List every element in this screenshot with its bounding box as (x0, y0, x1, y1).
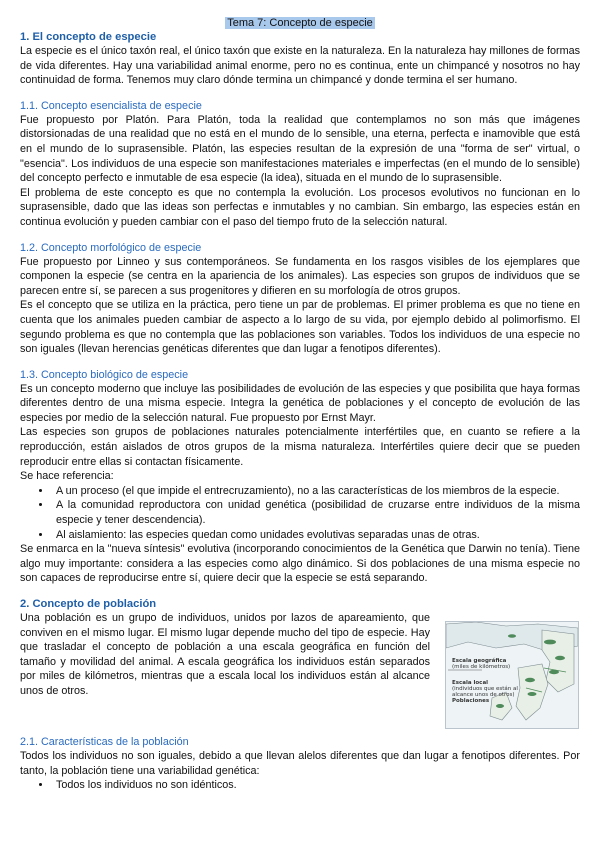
figure-label-geographic (452, 658, 510, 670)
population-scale-figure (445, 621, 579, 729)
figure-label-local-note-2: alcance unos de otros) (452, 692, 515, 698)
list-item: • Todos los individuos no son idénticos. (52, 778, 580, 793)
document-title: Tema 7: Concepto de especie (227, 17, 373, 29)
section-1-3-paragraph-1: Es un concepto moderno que incluye las posibilidades de evolución de las especies y que posibilita que haya formas diferentes dentro de una misma especie. Integra la genética de poblaciones y el concepto de evolución de las especies por medio de la selección natural. Fue propuesto por Ernst Mayr. (20, 382, 580, 424)
figure-label-geographic-note: (miles de kilómetros) (452, 664, 511, 670)
section-1-3-paragraph-4: Se enmarca en la "nueva síntesis" evolutiva (incorporando conocimientos de la Genética que Darwin no tenía). Tiene algo muy importante: considera a las especies como algo dinámico. Si dos poblaciones de una misma especie no son capaces de reproducirse entre sí, quiere decir que la especie se está separando. (20, 543, 580, 585)
list-item: • A la comunidad reproductora con unidad genética (posibilidad de cruzarse entre individuos de la misma especie y tener descendencia). (52, 498, 580, 527)
section-1-3-heading: 1.3. Concepto biológico de especie (20, 368, 189, 381)
document-title-line (20, 16, 580, 30)
section-2-1-heading: 2.1. Características de la población (20, 736, 189, 748)
section-1-3-paragraph-2: Las especies son grupos de poblaciones naturales potencialmente interfértiles que, en cuanto se refiere a la reproducción, están aislados de otros grupos de la misma naturaleza. Interfértiles quiere decir que se pueden reproducir entre ellas si contactan físicamente. (20, 426, 580, 468)
section-2-body (20, 611, 580, 729)
figure-label-local (452, 680, 518, 704)
section-2-paragraph: Una población es un grupo de individuos, unidos por lazos de apareamiento, que conviven en el mismo lugar. El mismo lugar depende mucho del tipo de especie. Hay que trasladar el concepto de población a una escala geográfica en función del tamaño y movilidad del animal. A escala geográfica los individuos están separados por miles de kilómetros, mientras que a escala local los individuos están al alcance unos de otros. (20, 612, 430, 697)
figure-label-local-note-1: (individuos que están al (452, 686, 518, 692)
list-item: • Al aislamiento: las especies quedan como unidades evolutivas separadas unas de otras. (52, 528, 580, 543)
section-2-1-bullet-list (20, 778, 580, 793)
section-1-1-heading: 1.1. Concepto esencialista de especie (20, 99, 202, 112)
list-item: • A un proceso (el que impide el entrecruzamiento), no a las características de los miembros de la especie. (52, 484, 580, 499)
section-2-heading: 2. Concepto de población (20, 598, 157, 610)
section-1-1-paragraph-1: Fue propuesto por Platón. Para Platón, toda la realidad que contemplamos no son más que imágenes distorsionadas de una realidad que no está en el mundo de lo sensible, una eterna, perfecta e inamovible que está en el mundo de lo suprasensible. Platón, las especies resultan de la expresión de una "forma de ser" virtual, o "esencia". Los individuos de una especie son manifestaciones materiales e imperfectas (en el mundo de lo sensible) del concepto perfecto e inmutable de esa especie (la idea), situada en el mundo de lo suprasensible. (20, 113, 580, 185)
section-1-2-paragraph-1: Fue propuesto por Linneo y sus contemporáneos. Se fundamenta en los rasgos visibles de los ejemplares que componen la especie (se centra en la apariencia de los animales). Las especies son grupos de individuos que se parecen entre sí, se parecen a sus progenitores y difieren en su morfología de otros grupos. (20, 255, 580, 297)
section-1-2-heading: 1.2. Concepto morfológico de especie (20, 241, 202, 254)
figure-label-populations: Poblaciones (452, 698, 490, 704)
section-1-2-paragraph-2: Es el concepto que se utiliza en la práctica, pero tiene un par de problemas. El primer problema es que no tiene en cuenta que los animales pueden cambiar de aspecto a lo largo de su vida, por ejemplo debido al polimorfismo. El segundo problema es que no contempla que las poblaciones son variables. Todos los individuos de una especie no son iguales (llevan herencias genéticas diferentes que dan lugar a fenotipos diferentes). (20, 299, 580, 356)
section-1-heading: 1. El concepto de especie (20, 31, 157, 43)
document-page (20, 16, 580, 793)
section-2-1-paragraph: Todos los individuos no son iguales, debido a que llevan alelos diferentes que dan lugar a fenotipos diferentes. Por tanto, la población tiene una variabilidad genética: (20, 750, 580, 777)
section-1-3-paragraph-3: Se hace referencia: (20, 470, 114, 483)
figure-label-geographic-title: Escala geográfica (452, 658, 507, 664)
section-1-1-paragraph-2: El problema de este concepto es que no contempla la evolución. Los procesos evolutivos no funcionan en lo suprasensible, dado que las ideas son perfectas e inmutables y no cambian. Sin embargo, las especies están en continua evolución y pueden cambiar con el paso del tiempo fruto de la selección natural. (20, 186, 580, 228)
section-1-3-bullet-list (20, 484, 580, 542)
figure-label-local-title: Escala local (452, 680, 489, 686)
section-1-paragraph: La especie es el único taxón real, el único taxón que existe en la naturaleza. En la naturaleza hay millones de formas de vida diferentes. Hay una variabilidad animal enorme, pero no es continua, ente un chimpancé y nosotros no hay continuidad de forma. Tenemos muy claro dónde termina un chimpancé y donde termina el ser humano. (20, 45, 580, 87)
population-map-illustration (446, 622, 578, 728)
